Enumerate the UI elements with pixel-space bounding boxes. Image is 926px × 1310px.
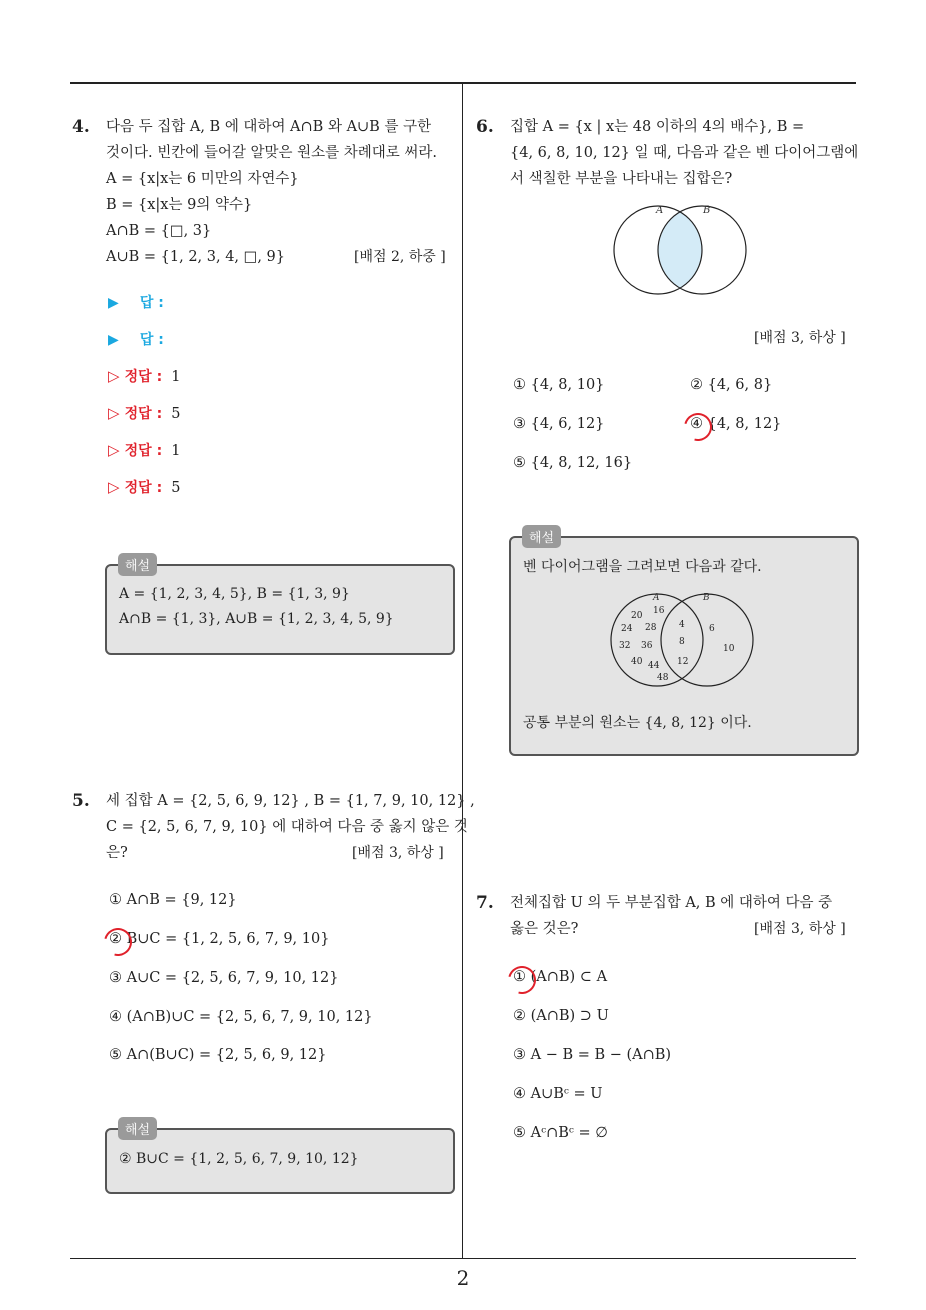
q6-text-line3: 서 색칠한 부분을 나타내는 집합은? xyxy=(510,171,733,187)
q6-number: 6. xyxy=(476,117,494,137)
venn-label-a: A xyxy=(656,205,664,216)
venn-circle-b xyxy=(661,594,753,686)
q6-choice-2: ② {4, 6, 8} xyxy=(690,377,773,393)
q4-score: [배점 2, 하중 ] xyxy=(354,249,446,265)
q6-score: [배점 3, 하상 ] xyxy=(754,330,846,346)
q5-text-line1: 세 집합 A = {2, 5, 6, 9, 12} , B = {1, 7, 9, 10, 12} , xyxy=(106,793,475,809)
venn-label-b: B xyxy=(703,593,710,603)
play-icon: ▶ xyxy=(108,332,119,348)
q7-score: [배점 3, 하상 ] xyxy=(754,921,846,937)
q5-solution-tag: 해설 xyxy=(118,1117,157,1140)
q5-solution-line1: ② B∪C = {1, 2, 5, 6, 7, 9, 10, 12} xyxy=(119,1151,359,1167)
q4-solution-box xyxy=(105,564,455,655)
venn-element: 4 xyxy=(679,620,685,630)
q6-choice-4: ④ {4, 8, 12} xyxy=(690,416,782,432)
q4-set-b: B = {x|x는 9의 약수} xyxy=(106,197,253,213)
venn-element: 48 xyxy=(657,673,669,683)
q5-text-line2: C = {2, 5, 6, 7, 9, 10} 에 대하여 다음 중 옳지 않은 것 xyxy=(106,819,468,835)
correct-value: 1 xyxy=(171,443,181,459)
q4-set-a: A = {x|x는 6 미만의 자연수} xyxy=(106,171,299,187)
q6-choice-1: ① {4, 8, 10} xyxy=(513,377,605,393)
answer-label: 답 : xyxy=(139,295,164,311)
q6-solution-line2: 공통 부분의 원소는 {4, 8, 12} 이다. xyxy=(523,715,752,731)
triangle-right-icon: ▷ xyxy=(108,404,120,422)
venn-label-b: B xyxy=(703,205,711,216)
q7-choice-2: ② (A∩B) ⊃ U xyxy=(513,1008,609,1024)
q7-choice-4: ④ A∪Bᶜ = U xyxy=(513,1086,603,1102)
q4-solution-line2: A∩B = {1, 3}, A∪B = {1, 2, 3, 4, 5, 9} xyxy=(119,611,394,627)
q5-choice-2: ② B∪C = {1, 2, 5, 6, 7, 9, 10} xyxy=(109,931,330,947)
bottom-rule xyxy=(70,1258,856,1259)
q4-intersection: A∩B = {□, 3} xyxy=(106,223,212,239)
venn-element: 20 xyxy=(631,611,643,621)
triangle-right-icon: ▷ xyxy=(108,441,120,459)
q4-correct-2 xyxy=(108,403,181,423)
q5-choice-4: ④ (A∩B)∪C = {2, 5, 6, 7, 9, 10, 12} xyxy=(109,1009,373,1025)
correct-label: 정답 : xyxy=(124,406,163,422)
triangle-right-icon: ▷ xyxy=(108,367,120,385)
venn-element: 36 xyxy=(641,641,653,651)
q5-choice-5: ⑤ A∩(B∪C) = {2, 5, 6, 9, 12} xyxy=(109,1047,327,1063)
q4-union: A∪B = {1, 2, 3, 4, □, 9} xyxy=(106,249,286,265)
q4-correct-4 xyxy=(108,477,181,497)
q7-answer-mark xyxy=(503,961,541,999)
venn-label-a: A xyxy=(653,593,660,603)
venn-element: 28 xyxy=(645,623,657,633)
venn-element: 16 xyxy=(653,606,665,616)
correct-label: 정답 : xyxy=(124,480,163,496)
q4-text-line2: 것이다. 빈칸에 들어갈 알맞은 원소를 차례대로 써라. xyxy=(106,145,438,161)
correct-value: 5 xyxy=(171,480,181,496)
venn-element: 32 xyxy=(619,641,631,651)
correct-value: 5 xyxy=(171,406,181,422)
q5-number: 5. xyxy=(72,791,90,811)
q5-answer-mark xyxy=(99,923,137,961)
play-icon: ▶ xyxy=(108,295,119,311)
q7-choice-3: ③ A − B = B − (A∩B) xyxy=(513,1047,672,1063)
q4-number: 4. xyxy=(72,117,90,137)
correct-label: 정답 : xyxy=(124,369,163,385)
q6-solution-tag: 해설 xyxy=(522,525,561,548)
venn-element: 6 xyxy=(709,624,715,634)
q6-choice-5: ⑤ {4, 8, 12, 16} xyxy=(513,455,633,471)
q4-solution-line1: A = {1, 2, 3, 4, 5}, B = {1, 3, 9} xyxy=(119,586,350,602)
q7-choice-5: ⑤ Aᶜ∩Bᶜ = ∅ xyxy=(513,1125,608,1141)
page-number: 2 xyxy=(456,1266,470,1290)
answer-label: 답 : xyxy=(139,332,164,348)
venn-element: 40 xyxy=(631,657,643,667)
q7-choice-1: ① (A∩B) ⊂ A xyxy=(513,969,608,985)
venn-element: 8 xyxy=(679,637,685,647)
top-rule xyxy=(70,82,856,84)
venn-element: 10 xyxy=(723,644,735,654)
q5-text-line3: 은? xyxy=(106,845,128,861)
correct-value: 1 xyxy=(171,369,181,385)
q6-text-line2: {4, 6, 8, 10, 12} 일 때, 다음과 같은 벤 다이어그램에 xyxy=(510,145,859,161)
q6-answer-mark xyxy=(679,408,717,446)
q4-correct-3 xyxy=(108,440,181,460)
q4-correct-1 xyxy=(108,366,181,386)
column-divider xyxy=(462,84,463,1259)
triangle-right-icon: ▷ xyxy=(108,478,120,496)
q6-solution-line1: 벤 다이어그램을 그려보면 다음과 같다. xyxy=(523,559,762,575)
q6-solution-venn xyxy=(605,585,765,690)
q4-answer-1 xyxy=(108,292,164,312)
q4-solution-tag: 해설 xyxy=(118,553,157,576)
q6-venn-diagram xyxy=(600,195,770,305)
q6-text-line1: 집합 A = {x | x는 48 이하의 4의 배수}, B = xyxy=(510,119,805,135)
q7-text-line1: 전체집합 U 의 두 부분집합 A, B 에 대하여 다음 중 xyxy=(510,895,833,911)
q5-choice-1: ① A∩B = {9, 12} xyxy=(109,892,237,908)
venn-element: 12 xyxy=(677,657,689,667)
q5-score: [배점 3, 하상 ] xyxy=(352,845,444,861)
venn-element: 44 xyxy=(648,661,660,671)
q4-text-line1: 다음 두 집합 A, B 에 대하여 A∩B 와 A∪B 를 구한 xyxy=(106,119,432,135)
q5-choice-3: ③ A∪C = {2, 5, 6, 7, 9, 10, 12} xyxy=(109,970,339,986)
q4-answer-2 xyxy=(108,329,164,349)
q7-number: 7. xyxy=(476,893,494,913)
correct-label: 정답 : xyxy=(124,443,163,459)
q7-text-line2: 옳은 것은? xyxy=(510,921,579,937)
q6-choice-3: ③ {4, 6, 12} xyxy=(513,416,605,432)
venn-element: 24 xyxy=(621,624,633,634)
